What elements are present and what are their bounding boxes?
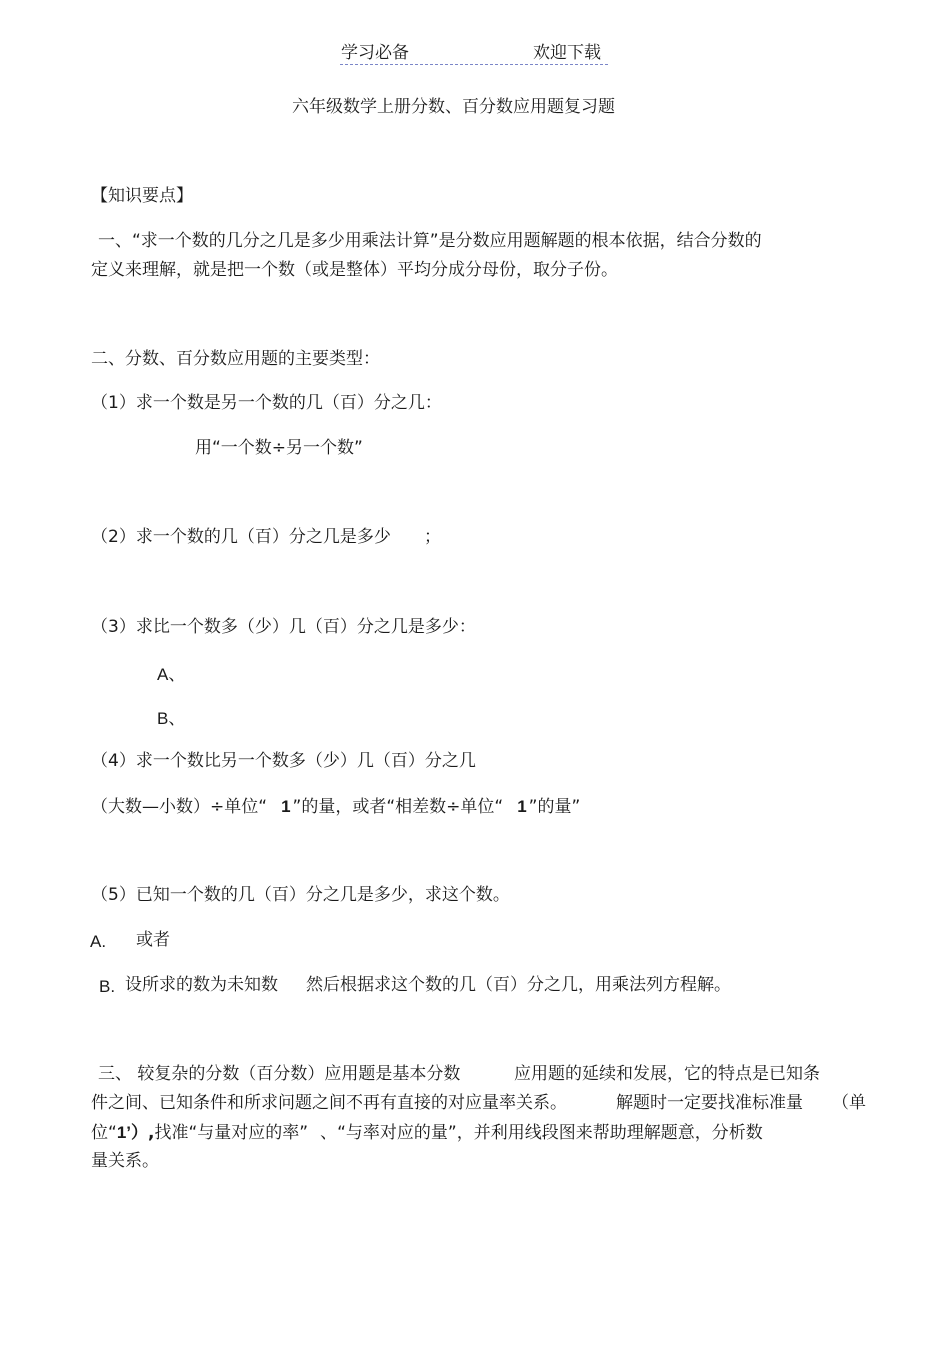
part2-item3-b: B、 [157, 709, 186, 728]
part3-line4: 量关系。 [91, 1151, 159, 1171]
item5-b-label: B. [99, 977, 116, 996]
part1-line1: 一、“求一个数的几分之几是多少用乘法计算”是分数应用题解题的根本依据，结合分数的 [98, 231, 762, 251]
item4-unit-one: 1 [281, 797, 291, 816]
part2-item2: （2）求一个数的几（百）分之几是多少 [91, 527, 391, 547]
part2-item4-formula [91, 798, 580, 816]
part1-line2: 定义来理解，就是把一个数（或是整体）平均分成分母份，取分子份。 [91, 260, 618, 280]
part3-unit-one: 1’） [116, 1123, 148, 1142]
part2-item1-formula: 用“一个数÷另一个数” [195, 438, 363, 458]
part3-line2c: （单 [832, 1093, 866, 1113]
part2-item3-a: A、 [157, 665, 186, 684]
part3-line3a: 位“ [91, 1123, 117, 1143]
item5-b-text2: 然后根据求这个数的几（百）分之几，用乘法列方程解。 [306, 975, 731, 995]
item5-b-text1: 设所求的数为未知数 [125, 975, 278, 995]
part2-heading: 二、分数、百分数应用题的主要类型： [91, 349, 380, 369]
item5-a-label: A. [90, 932, 107, 951]
item4-formula-part3: ”的量，或者“相差数÷单位“ [292, 797, 504, 817]
item4-unit-one-second: 1 [517, 797, 527, 816]
header-divider [340, 64, 608, 65]
page-title: 六年级数学上册分数、百分数应用题复习题 [292, 97, 615, 117]
part3-line2b: 解题时一定要找准标准量 [616, 1093, 803, 1113]
part3-line1a: 三、 较复杂的分数（百分数）应用题是基本分数 [98, 1064, 461, 1084]
part3-line3e: 、“与率对应的量”，并利用线段图来帮助理解题意，分析数 [320, 1123, 763, 1143]
item4-formula-part1: （大数—小数）÷单位“ [91, 797, 268, 817]
part2-item1: （1）求一个数是另一个数的几（百）分之几： [91, 393, 442, 413]
part3-comma: , [148, 1123, 155, 1143]
part2-item4: （4）求一个数比另一个数多（少）几（百）分之几 [91, 751, 476, 771]
header-left-text: 学习必备 [341, 43, 409, 63]
part3-line3 [91, 1124, 763, 1142]
part3-line2a: 件之间、已知条件和所求问题之间不再有直接的对应量率关系。 [91, 1093, 567, 1113]
part2-item3: （3）求比一个数多（少）几（百）分之几是多少： [91, 617, 476, 637]
part3-line3d: 找准“与量对应的率” [154, 1123, 309, 1143]
part2-item5: （5）已知一个数的几（百）分之几是多少，求这个数。 [91, 885, 510, 905]
part2-item2-tail: ； [424, 527, 441, 547]
item4-formula-part5: ”的量” [528, 797, 581, 817]
item5-a-text: 或者 [136, 930, 170, 950]
knowledge-heading: 【知识要点】 [91, 186, 193, 206]
header-right-text: 欢迎下载 [533, 43, 601, 63]
part3-line1b: 应用题的延续和发展，它的特点是已知条 [514, 1064, 820, 1084]
